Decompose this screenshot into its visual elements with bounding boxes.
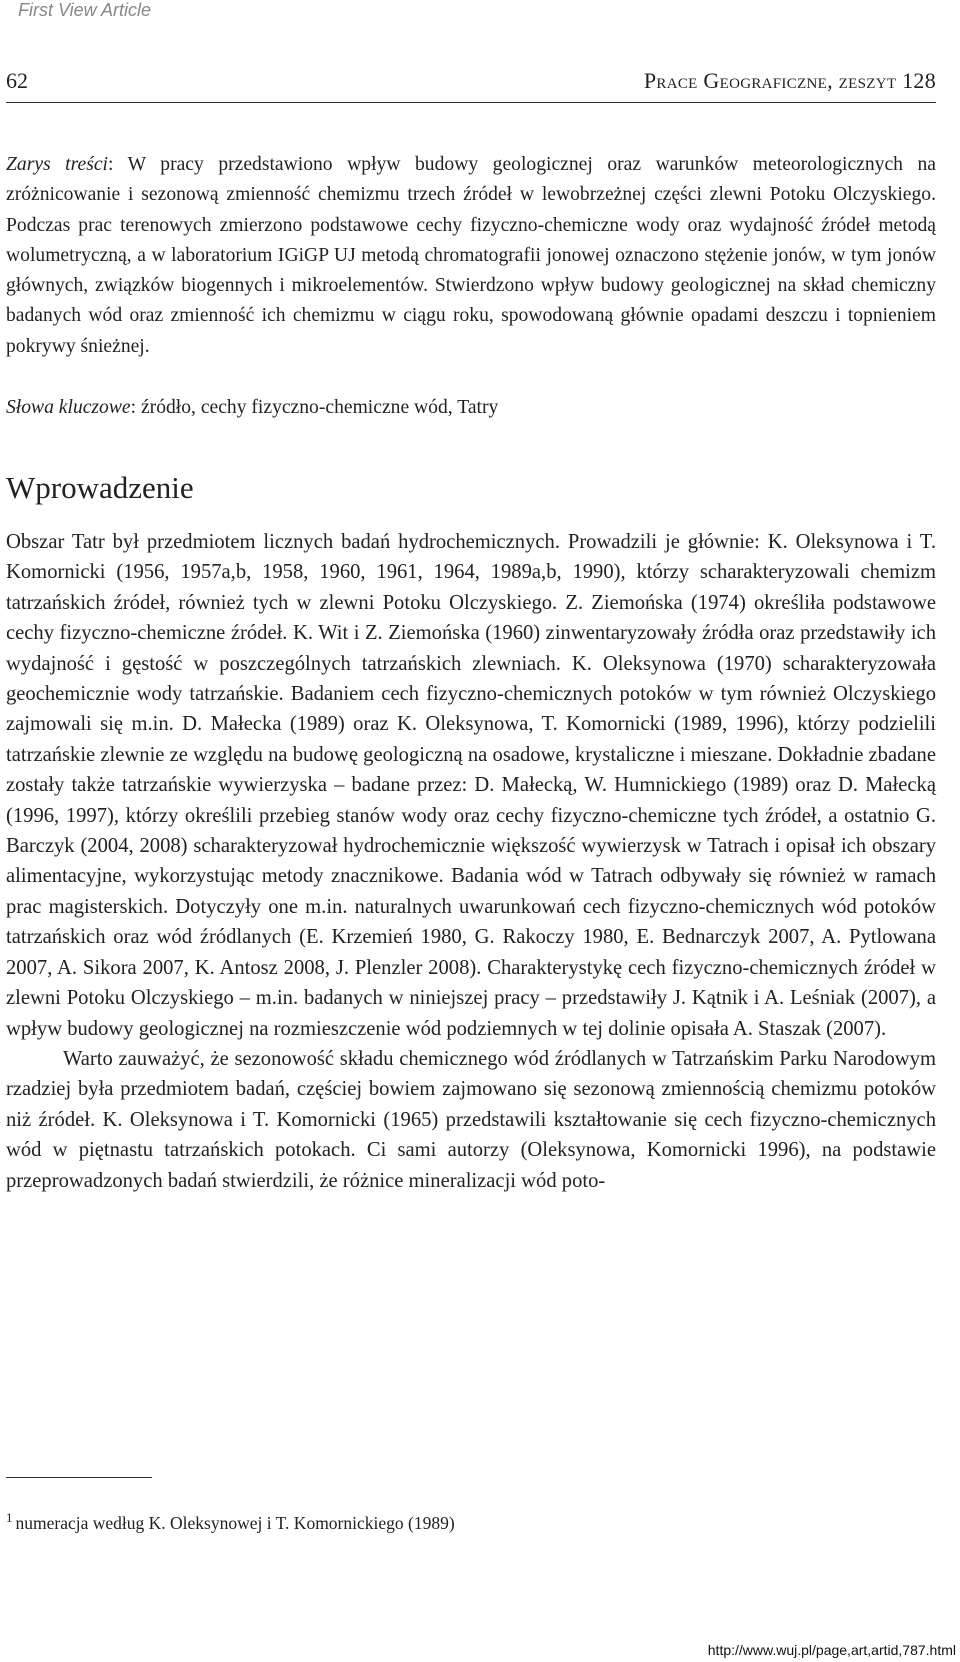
section-heading: Wprowadzenie bbox=[6, 470, 194, 505]
paragraph: Warto zauważyć, że sezonowość składu chemicznego wód źródlanych w Tatrzańskim Parku Narodowym rzadziej była przedmiotem badań, częściej bowiem zajmowano się sezonową zmiennością chemizmu potoków niż źródeł. K. Oleksynowa i T. Komornicki (1965) przedstawili kształtowanie się cech fizyczno-chemicznych wód w piętnastu tatrzańskich potokach. Ci sami autorzy (Oleksynowa, Komornicki 1996), na podstawie przeprowadzonych badań stwierdzili, że różnice mineralizacji wód poto- bbox=[6, 1047, 936, 1192]
keywords bbox=[6, 393, 936, 423]
abstract bbox=[6, 150, 936, 362]
running-header bbox=[6, 68, 936, 103]
abstract-text: : W pracy przedstawiono wpływ budowy geologicznej oraz warunków meteorologicznych na zróżnicowanie i sezonową zmienność chemizmu trzech źródeł w lewobrzeżnej części zlewni Potoku Olczyskiego. Podczas prac terenowych zmierzono podstawowe cechy fizyczno-chemiczne wody oraz wydajność źródeł metodą wolumetryczną, a w laboratorium IGiGP UJ metodą chromatografii jonowej oznaczono stężenie jonów, w tym jonów głównych, związków biogennych i mikroelementów. Stwierdzono wpływ budowy geologicznej na skład chemiczny badanych wód oraz zmienność ich chemizmu w ciągu roku, spowodowaną głównie opadami deszczu i topnieniem pokrywy śnieżnej. bbox=[6, 154, 936, 357]
footnote-text: numeracja według K. Oleksynowej i T. Komornickiego (1989) bbox=[15, 1513, 455, 1533]
journal-title: Prace Geograficzne, zeszyt 128 bbox=[643, 68, 936, 93]
keywords-text: : źródło, cechy fizyczno-chemiczne wód, Tatry bbox=[130, 397, 499, 418]
body-text bbox=[6, 527, 936, 1196]
paragraph: Obszar Tatr był przedmiotem licznych badań hydrochemicznych. Prowadzili je głównie: K. Oleksynowa i T. Komornicki (1956, 1957a,b, 1958, 1960, 1961, 1964, 1989a,b, 1990), którzy scharakteryzowali chemizm tatrzańskich źródeł, również tych w zlewni Potoku Olczyskiego. Z. Ziemońska (1974) określiła podstawowe cechy fizyczno-chemiczne źródeł. K. Wit i Z. Ziemońska (1960) zinwentaryzowały źródła oraz przedstawiły ich wydajność i gęstość w poszczególnych tatrzańskich zlewniach. K. Oleksynowa (1970) scharakteryzowała geochemicznie wody tatrzańskie. Badaniem cech fizyczno-chemicznych potoków w tym również Olczyskiego zajmowali się m.in. D. Małecka (1989) oraz K. Oleksynowa, T. Komornicki (1989, 1996), którzy podzielili tatrzańskie zlewnie ze względu na budowę geologiczną na osadowe, krystaliczne i mieszane. Dokładnie zbadane zostały także tatrzańskie wywierzyska – badane przez: D. Małecką, W. Humnickiego (1989) oraz D. Małecką (1996, 1997), którzy określili przebieg stanów wody oraz cechy fizyczno-chemiczne tych źródeł, a ostatnio G. Barczyk (2004, 2008) scharakteryzował hydrochemicznie większość wywierzysk w Tatrach i opisał ich obszary alimentacyjne, wykorzystując metody znacznikowe. Badania wód w Tatrach odbywały się również w ramach prac magisterskich. Dotyczyły one m.in. naturalnych uwarunkowań cech fizyczno-chemicznych wód potoków tatrzańskich oraz wód źródlanych (E. Krzemień 1980, G. Rakoczy 1980, E. Bednarczyk 2007, A. Pytlowana 2007, A. Sikora 2007, K. Antosz 2008, J. Plenzler 2008). Charakterystykę cech fizyczno-chemicznych źródeł w zlewni Potoku Olczyskiego – m.in. badanych w niniejszej pracy – przedstawiły J. Kątnik i A. Leśniak (2007), a wpływ budowy geologicznej na rozmieszczenie wód podziemnych w tej dolinie opisała A. Staszak (2007). bbox=[6, 531, 936, 1040]
footnote-divider bbox=[6, 1477, 152, 1478]
page-number: 62 bbox=[6, 68, 28, 93]
abstract-label: Zarys treści bbox=[6, 154, 108, 175]
first-view-banner: First View Article bbox=[18, 0, 152, 20]
footnote-number: 1 bbox=[6, 1510, 13, 1525]
footnote bbox=[6, 1505, 455, 1536]
keywords-label: Słowa kluczowe bbox=[6, 397, 131, 418]
source-url-link[interactable]: http://www.wuj.pl/page,art,artid,787.html bbox=[707, 1642, 956, 1658]
